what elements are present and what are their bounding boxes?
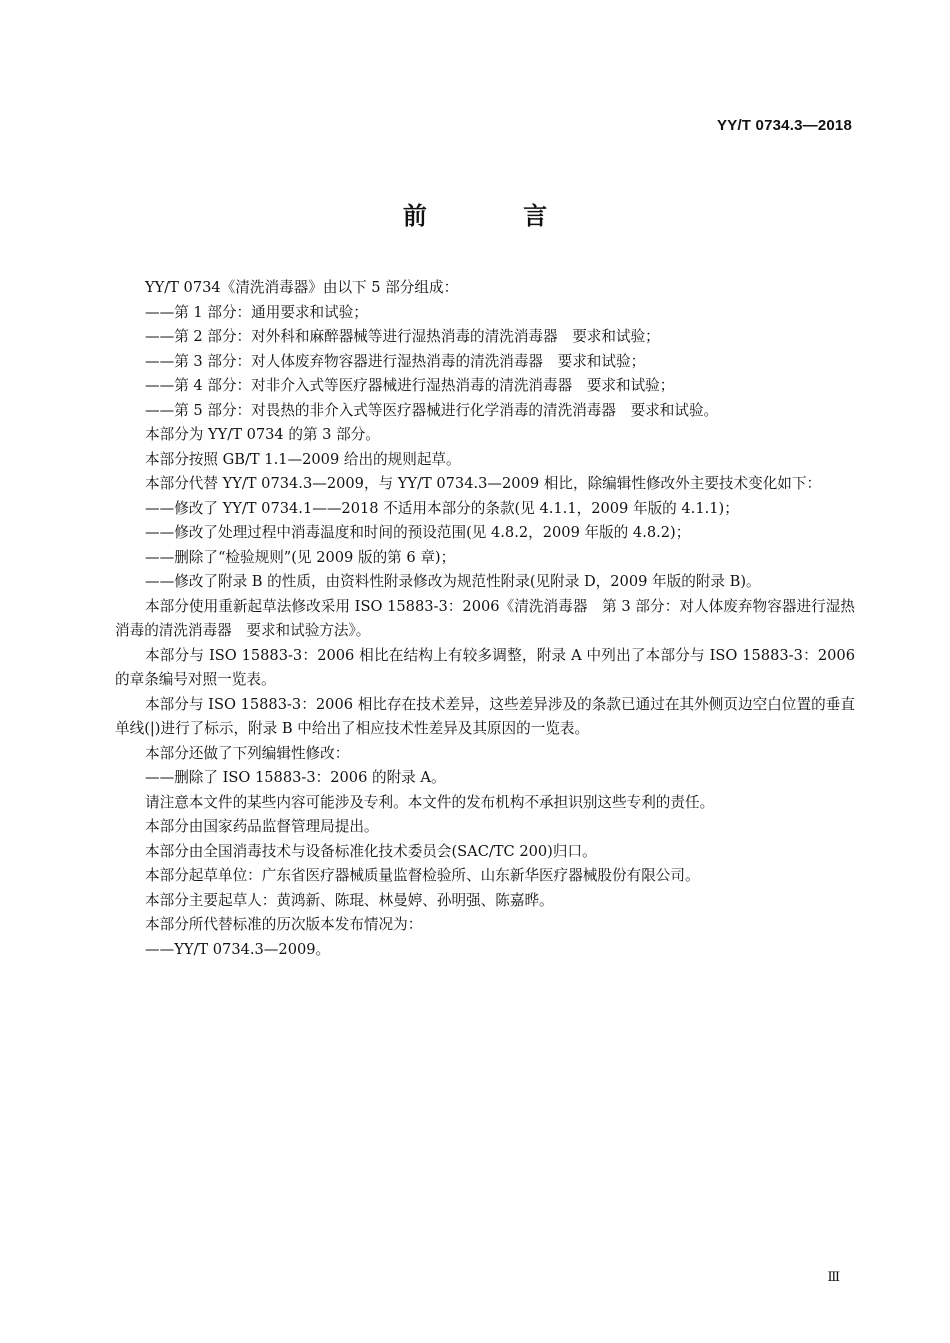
list-item-part-1: ——第 1 部分：通用要求和试验； (145, 303, 368, 321)
page-title: 前 言 (402, 202, 592, 230)
paragraph-drafting-units: 本部分起草单位：广东省医疗器械质量监督检验所、山东新华医疗器械股份有限公司。 (145, 867, 700, 884)
paragraph-drafting-rules: 本部分按照 GB/T 1.1—2009 给出的规则起草。 (145, 450, 461, 468)
paragraph-technical-differences: 本部分与 ISO 15883-3：2006 相比存在技术差异，这些差异涉及的条款已通过在其外侧页边空白位置的垂直单线(|)进行了标示，附录 B 中给出了相应技术性差异及其原因的一览表。 (115, 695, 855, 737)
list-item-change-3: ——删除了“检验规则”(见 2009 版的第 6 章)； (145, 548, 456, 566)
paragraph-technical-committee: 本部分由全国消毒技术与设备标准化技术委员会(SAC/TC 200)归口。 (145, 842, 597, 860)
paragraph-drafters: 本部分主要起草人：黄鸿新、陈琨、林曼婷、孙明强、陈嘉晔。 (145, 891, 554, 909)
list-item-change-4: ——修改了附录 B 的性质，由资料性附录修改为规范性附录(见附录 D，2009 年版的附录 B)。 (145, 573, 761, 590)
page-number: Ⅲ (827, 1270, 840, 1285)
paragraph-previous-editions: 本部分所代替标准的历次版本发布情况为： (145, 916, 423, 933)
paragraph-part-number: 本部分为 YY/T 0734 的第 3 部分。 (145, 426, 380, 443)
list-item-part-3: ——第 3 部分：对人体废弃物容器进行湿热消毒的清洗消毒器 要求和试验； (145, 352, 646, 370)
list-item-editorial-1: ——删除了 ISO 15883-3：2006 的附录 A。 (145, 769, 446, 786)
list-item-change-2: ——修改了处理过程中消毒温度和时间的预设范围(见 4.8.2，2009 年版的 4.8.2)； (145, 524, 691, 541)
paragraph-parts-intro: YY/T 0734《清洗消毒器》由以下 5 部分组成： (145, 279, 459, 296)
list-item-part-4: ——第 4 部分：对非介入式等医疗器械进行湿热消毒的清洗消毒器 要求和试验； (145, 377, 675, 394)
paragraph-proposed-by: 本部分由国家药品监督管理局提出。 (145, 818, 379, 835)
list-item-part-5: ——第 5 部分：对畏热的非介入式等医疗器械进行化学消毒的清洗消毒器 要求和试验。 (145, 401, 719, 419)
paragraph-iso-adoption: 本部分使用重新起草法修改采用 ISO 15883-3：2006《清洗消毒器 第 3 部分：对人体废弃物容器进行湿热消毒的清洗消毒器 要求和试验方法》。 (115, 597, 855, 639)
list-item-change-1: ——修改了 YY/T 0734.1——2018 不适用本部分的条款(见 4.1.1，2009 年版的 4.1.1)； (145, 499, 739, 517)
paragraph-patent-notice: 请注意本文件的某些内容可能涉及专利。本文件的发布机构不承担识别这些专利的责任。 (145, 793, 715, 811)
paragraph-editorial-changes: 本部分还做了下列编辑性修改： (145, 744, 350, 762)
paragraph-replaces: 本部分代替 YY/T 0734.3—2009，与 YY/T 0734.3—2009 相比，除编辑性修改外主要技术变化如下： (145, 475, 822, 492)
list-item-previous-edition: ——YY/T 0734.3—2009。 (145, 940, 331, 958)
list-item-part-2: ——第 2 部分：对外科和麻醉器械等进行湿热消毒的清洗消毒器 要求和试验； (145, 328, 660, 345)
foreword-body (115, 276, 855, 962)
paragraph-structure-differences: 本部分与 ISO 15883-3：2006 相比在结构上有较多调整，附录 A 中列出了本部分与 ISO 15883-3：2006 的章条编号对照一览表。 (115, 646, 855, 688)
document-code: YY/T 0734.3—2018 (717, 117, 852, 134)
